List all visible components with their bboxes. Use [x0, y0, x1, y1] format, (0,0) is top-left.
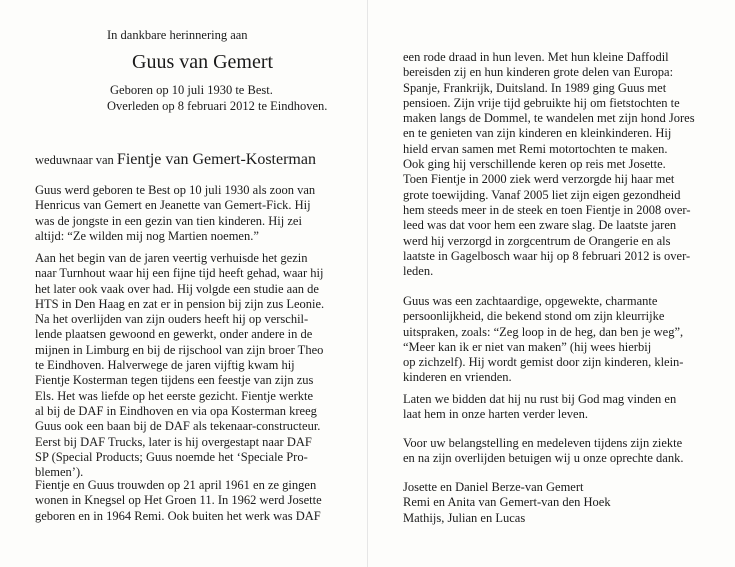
text-line: op zichzelf). Hij wordt gemist door zijn kinderen, klein- [403, 355, 684, 370]
widower-name: Fientje van Gemert-Kosterman [116, 151, 316, 168]
thanks-paragraph [403, 436, 683, 467]
biography-paragraph-2 [35, 251, 324, 480]
biography-paragraph-3 [35, 478, 322, 524]
card-fold-divider [367, 0, 368, 567]
text-line: Voor uw belangstelling en medeleven tijdens zijn ziekte [403, 436, 683, 450]
text-line: grote toewijding. Vanaf 2005 liet zijn eigen gezondheid [403, 187, 681, 202]
text-line: Guus was een zachtaardige, opgewekte, charmante [403, 294, 658, 308]
text-line: was de jongste in een gezin van tien kinderen. Hij zei [35, 213, 302, 228]
intro-text: In dankbare herinnering aan [107, 28, 248, 42]
text-line: Eerst bij DAF Trucks, later is hij overgestapt naar DAF [35, 434, 312, 449]
text-line: uitspraken, zoals: “Zeg loop in de heg, dan ben je weg”, [403, 324, 684, 339]
text-line: mijnen in Limburg en bij de rijschool van zijn broer Theo [35, 342, 324, 357]
text-line: kinderen en vrienden. [403, 370, 512, 385]
text-line: Henricus van Gemert en Jeanette van Gemert-Fick. Hij [35, 198, 311, 213]
text-line: laat hem in onze harten verder leven. [403, 407, 588, 422]
text-line: bereisden zij en hun kinderen grote delen van Europa: [403, 65, 674, 80]
widower-prefix: weduwnaar van [35, 153, 114, 167]
text-line: Aan het begin van de jaren veertig verhuisde het gezin [35, 251, 308, 265]
prayer-paragraph [403, 392, 676, 423]
biography-paragraph-1 [35, 183, 315, 244]
biography-paragraph-4 [403, 50, 695, 279]
birth-line: Geboren op 10 juli 1930 te Best. [110, 83, 273, 97]
signature-line: Mathijs, Julian en Lucas [403, 510, 526, 525]
text-line: en na zijn overlijden betuigen wij u onze oprechte dank. [403, 451, 684, 466]
text-line: Ook ging hij verschillende keren op reis met Josette. [403, 157, 666, 172]
text-line: het later ook vaak over had. Hij volgde een studie aan de [35, 281, 319, 296]
text-line: en te genieten van zijn kinderen en kleinkinderen. Hij [403, 126, 672, 141]
text-line: Spanje, Frankrijk, Duitsland. In 1989 ging Guus met [403, 80, 667, 95]
text-line: persoonlijkheid, die bekend stond om zijn kleurrijke [403, 309, 665, 324]
text-line: werd hij verzorgd in zorgcentrum de Orangerie en als [403, 233, 671, 248]
text-line: HTS in Den Haag en zat er in pension bij zijn zus Leonie. [35, 296, 325, 311]
text-line: geboren en in 1964 Remi. Ook buiten het werk was DAF [35, 508, 321, 523]
character-paragraph [403, 294, 683, 386]
text-line: Fientje Kosterman tegen tijdens een feestje van zijn zus [35, 373, 314, 388]
text-line: Els. Het was liefde op het eerste gezicht. Fientje werkte [35, 388, 314, 403]
text-line: “Meer kan ik er niet van maken” (hij wees hierbij [403, 339, 652, 354]
text-line: wonen in Knegsel op Het Groen 11. In 1962 werd Josette [35, 493, 322, 508]
text-line: naar Turnhout waar hij een fijne tijd heeft gehad, waar hij [35, 266, 324, 281]
text-line: Toen Fientje in 2000 ziek werd verzorgde hij haar met [403, 172, 675, 187]
text-line: blemen’). [35, 465, 84, 480]
signature-line: Josette en Daniel Berze-van Gemert [403, 480, 584, 494]
text-line: hem steeds meer in de steek en toen Fientje in 2008 over- [403, 202, 691, 217]
signature-line: Remi en Anita van Gemert-van den Hoek [403, 495, 611, 510]
text-line: Fientje en Guus trouwden op 21 april 1961 en ze gingen [35, 478, 317, 492]
text-line: altijd: “Ze wilden mij nog Martien noemen.” [35, 228, 259, 243]
text-line: laatste in Gagelbosch waar hij op 8 februari 2012 is over- [403, 248, 691, 263]
widower-line [35, 152, 316, 168]
text-line: pensioen. Zijn vrije tijd gebruikte hij om fietstochten te [403, 95, 680, 110]
text-line: Guus werd geboren te Best op 10 juli 1930 als zoon van [35, 183, 316, 197]
text-line: SP (Special Products; Guus noemde het ‘Speciale Pro- [35, 449, 308, 464]
deceased-name: Guus van Gemert [132, 51, 274, 73]
text-line: Guus ook een baan bij de DAF als tekenaar-constructeur. [35, 419, 321, 434]
text-line: een rode draad in hun leven. Met hun kleine Daffodil [403, 50, 669, 64]
signatures [403, 480, 611, 526]
text-line: leed was dat voor hem een zware slag. De laatste jaren [403, 218, 677, 233]
text-line: lende plaatsen gewoond en gewerkt, onder andere in de [35, 327, 313, 342]
death-line: Overleden op 8 februari 2012 te Eindhoven. [107, 99, 328, 113]
text-line: al bij de DAF in Eindhoven en via opa Kosterman kreeg [35, 403, 317, 418]
text-line: Na het overlijden van zijn ouders heeft hij op verschil- [35, 312, 309, 327]
text-line: maken langs de Dommel, te wandelen met zijn hond Jores [403, 111, 695, 126]
text-line: hield ervan samen met Remi motortochten te maken. [403, 141, 668, 156]
text-line: leden. [403, 264, 434, 279]
text-line: Laten we bidden dat hij nu rust bij God mag vinden en [403, 392, 677, 406]
text-line: te Eindhoven. Halverwege de jaren vijftig kwam hij [35, 358, 295, 373]
